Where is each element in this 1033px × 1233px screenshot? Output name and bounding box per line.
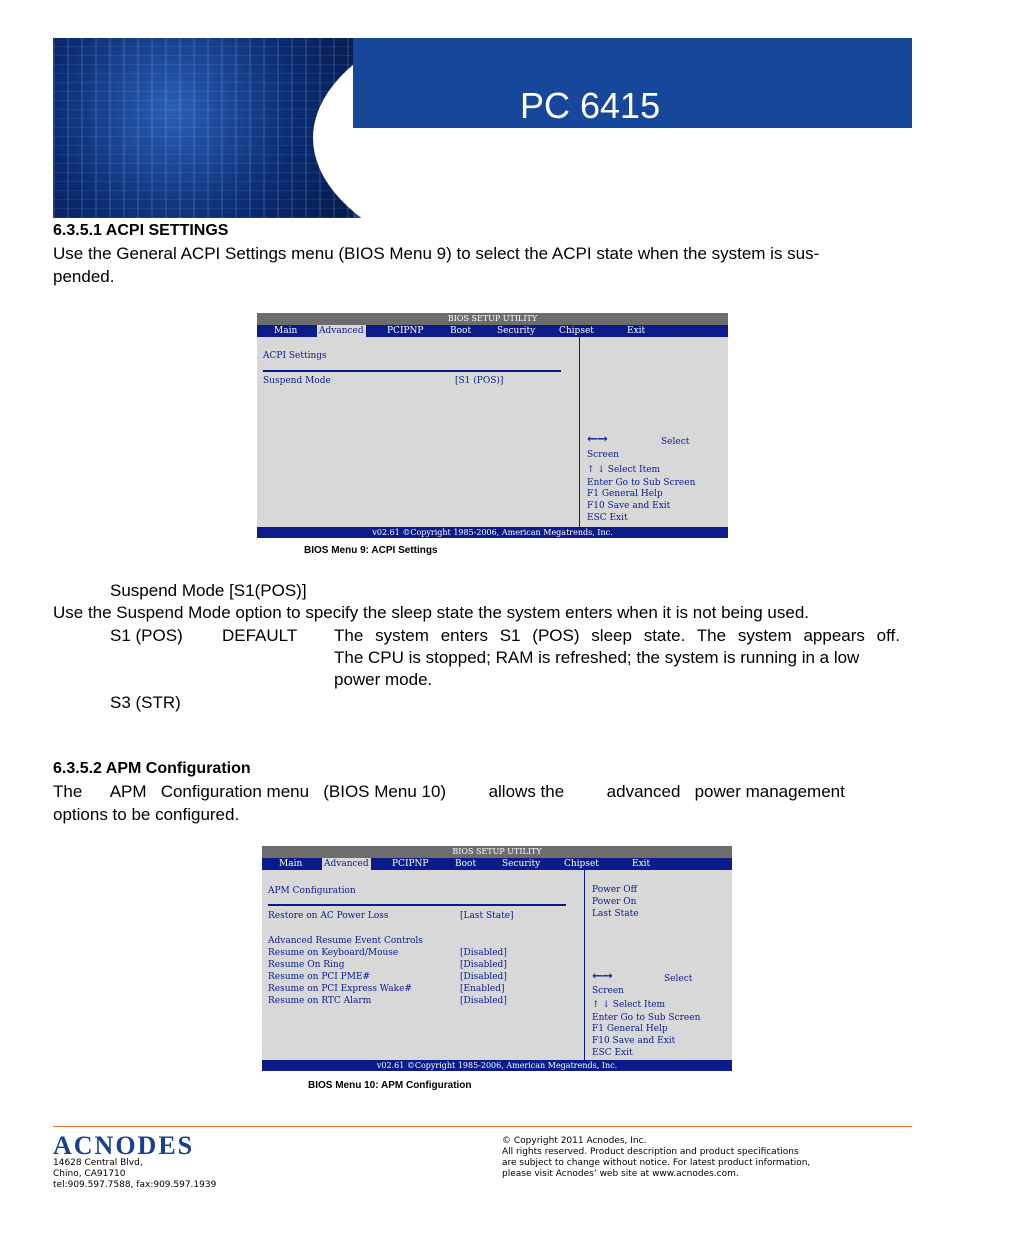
- bios-footer: v02.61 ©Copyright 1985-2006, American Megatrends, Inc.: [262, 1060, 732, 1071]
- bios-option-power-on: Power On: [592, 897, 637, 907]
- bios-option-power-off: Power Off: [592, 885, 638, 895]
- arrows-logo-icon: ←→: [587, 432, 607, 447]
- help-select-item: ↑ ↓ Select Item: [587, 465, 661, 475]
- bios-menu-10-caption: BIOS Menu 10: APM Configuration: [308, 1080, 472, 1091]
- copyright-notice: [502, 1136, 810, 1180]
- bios-menu-advanced: Advanced: [324, 859, 369, 869]
- company-address: [53, 1158, 216, 1191]
- product-title: PC 6415: [520, 85, 661, 126]
- bios-menu-main: Main: [274, 326, 298, 336]
- copyright-line: All rights reserved. Product description and product specifications: [502, 1147, 799, 1157]
- bios-menu-advanced: Advanced: [319, 326, 364, 336]
- suspend-mode-desc: Use the Suspend Mode option to specify the sleep state the system enters when it is not being used.: [53, 603, 810, 622]
- bios-divider: [579, 337, 580, 527]
- s3-label: S3 (STR): [110, 693, 181, 712]
- bios-resume-item: Resume on RTC Alarm: [268, 996, 372, 1006]
- help-select-screen-2: Screen: [587, 450, 619, 460]
- bios-resume-item: Resume on PCI PME#: [268, 972, 371, 982]
- bios-resume-value: [Disabled]: [460, 960, 507, 970]
- bios-divider: [584, 870, 585, 1060]
- bios-menu-chipset: Chipset: [559, 326, 594, 336]
- bios-menu-9-screenshot: [257, 313, 728, 561]
- s1-default: DEFAULT: [222, 626, 298, 645]
- bios-title: BIOS SETUP UTILITY: [257, 313, 728, 325]
- bios-menu-pcipnp: PCIPNP: [392, 859, 429, 869]
- help-select-screen-2: Screen: [592, 986, 624, 996]
- s1-desc-1: The system enters S1 (POS) sleep state. The system appears off.: [334, 626, 900, 645]
- footer-divider: [53, 1126, 912, 1127]
- bios-item-suspend-mode: Suspend Mode: [263, 376, 331, 386]
- bios-menu-exit: Exit: [632, 859, 651, 869]
- section-acpi-para-2: pended.: [53, 267, 115, 286]
- help-select-item: ↑ ↓ Select Item: [592, 1000, 666, 1010]
- s1-desc-2: The CPU is stopped; RAM is refreshed; the system is running in a low: [334, 648, 860, 667]
- bios-rule: [268, 904, 566, 906]
- bios-menu-main: Main: [279, 859, 303, 869]
- bios-item-restore: Restore on AC Power Loss: [268, 911, 389, 921]
- copyright-line: please visit Acnodes’ web site at www.acnodes.com.: [502, 1169, 739, 1179]
- bios-menu-security: Security: [497, 326, 536, 336]
- bios-body: [257, 337, 728, 527]
- bios-menu-9-caption: BIOS Menu 9: ACPI Settings: [304, 545, 438, 556]
- arrows-logo-icon: ←→: [592, 969, 612, 984]
- bios-resume-value: [Disabled]: [460, 996, 507, 1006]
- bios-resume-value: [Disabled]: [460, 972, 507, 982]
- help-f10: F10 Save and Exit: [587, 501, 671, 511]
- bios-item-restore-value: [Last State]: [460, 911, 514, 921]
- bios-menu-pcipnp: PCIPNP: [387, 326, 424, 336]
- product-subtitle: 15” Fanless Panel PC: [520, 135, 686, 152]
- help-esc: ESC Exit: [592, 1048, 633, 1058]
- bios-resume-item: Resume On Ring: [268, 960, 345, 970]
- bios-menu-chipset: Chipset: [564, 859, 599, 869]
- bios-body: [262, 870, 732, 1060]
- s1-label: S1 (POS): [110, 626, 183, 645]
- acnodes-logo: ACNODES: [53, 1131, 195, 1160]
- help-f1: F1 General Help: [592, 1024, 668, 1034]
- help-change-option: Enter Go to Sub Screen: [592, 1013, 701, 1023]
- section-acpi-para-1: Use the General ACPI Settings menu (BIOS Menu 9) to select the ACPI state when the system is sus-: [53, 244, 820, 263]
- bios-resume-value: [Disabled]: [460, 948, 507, 958]
- bios-menu-10-screenshot: [262, 846, 732, 1096]
- bios-menu-boot: Boot: [455, 859, 477, 869]
- section-apm-para-2: options to be configured.: [53, 805, 240, 824]
- copyright-line: are subject to change without notice. For latest product information,: [502, 1158, 811, 1168]
- section-heading-apm: 6.3.5.2 APM Configuration: [53, 760, 251, 777]
- bios-resume-item: Resume on Keyboard/Mouse: [268, 948, 399, 958]
- address-line: tel:909.597.7588, fax:909.597.1939: [53, 1180, 217, 1190]
- help-change-option: Enter Go to Sub Screen: [587, 478, 696, 488]
- address-line: Chino, CA91710: [53, 1169, 126, 1179]
- bios-resume-item: Resume on PCI Express Wake#: [268, 984, 412, 994]
- address-line: 14628 Central Blvd,: [53, 1158, 143, 1168]
- bios-resume-header: Advanced Resume Event Controls: [268, 936, 423, 946]
- header-banner: [53, 38, 912, 218]
- bios-menu-security: Security: [502, 859, 541, 869]
- copyright-line: © Copyright 2011 Acnodes, Inc.: [502, 1136, 647, 1146]
- help-f1: F1 General Help: [587, 489, 663, 499]
- section-heading-acpi: 6.3.5.1 ACPI SETTINGS: [53, 222, 229, 239]
- bios-footer: v02.61 ©Copyright 1985-2006, American Megatrends, Inc.: [257, 527, 728, 538]
- help-select-screen-1: Select: [664, 974, 693, 984]
- bios-menubar: [262, 858, 732, 870]
- bios-rule: [263, 370, 561, 372]
- bios-menubar: [257, 325, 728, 337]
- bios-title: BIOS SETUP UTILITY: [262, 846, 732, 858]
- section-apm-para-1: The APM Configuration menu (BIOS Menu 10) allows the advanced power management: [53, 782, 845, 801]
- bios-panel-title: ACPI Settings: [263, 351, 327, 361]
- help-esc: ESC Exit: [587, 513, 628, 523]
- help-f10: F10 Save and Exit: [592, 1036, 676, 1046]
- circuit-board-image: [53, 38, 353, 218]
- bios-menu-exit: Exit: [627, 326, 646, 336]
- bios-item-suspend-value: [S1 (POS)]: [455, 376, 504, 386]
- bios-panel-title: APM Configuration: [268, 886, 356, 896]
- bios-resume-value: [Enabled]: [460, 984, 505, 994]
- help-select-screen-1: Select: [661, 437, 690, 447]
- bios-menu-boot: Boot: [450, 326, 472, 336]
- suspend-mode-title: Suspend Mode [S1(POS)]: [110, 581, 307, 600]
- bios-option-last-state: Last State: [592, 909, 639, 919]
- s1-desc-3: power mode.: [334, 670, 433, 689]
